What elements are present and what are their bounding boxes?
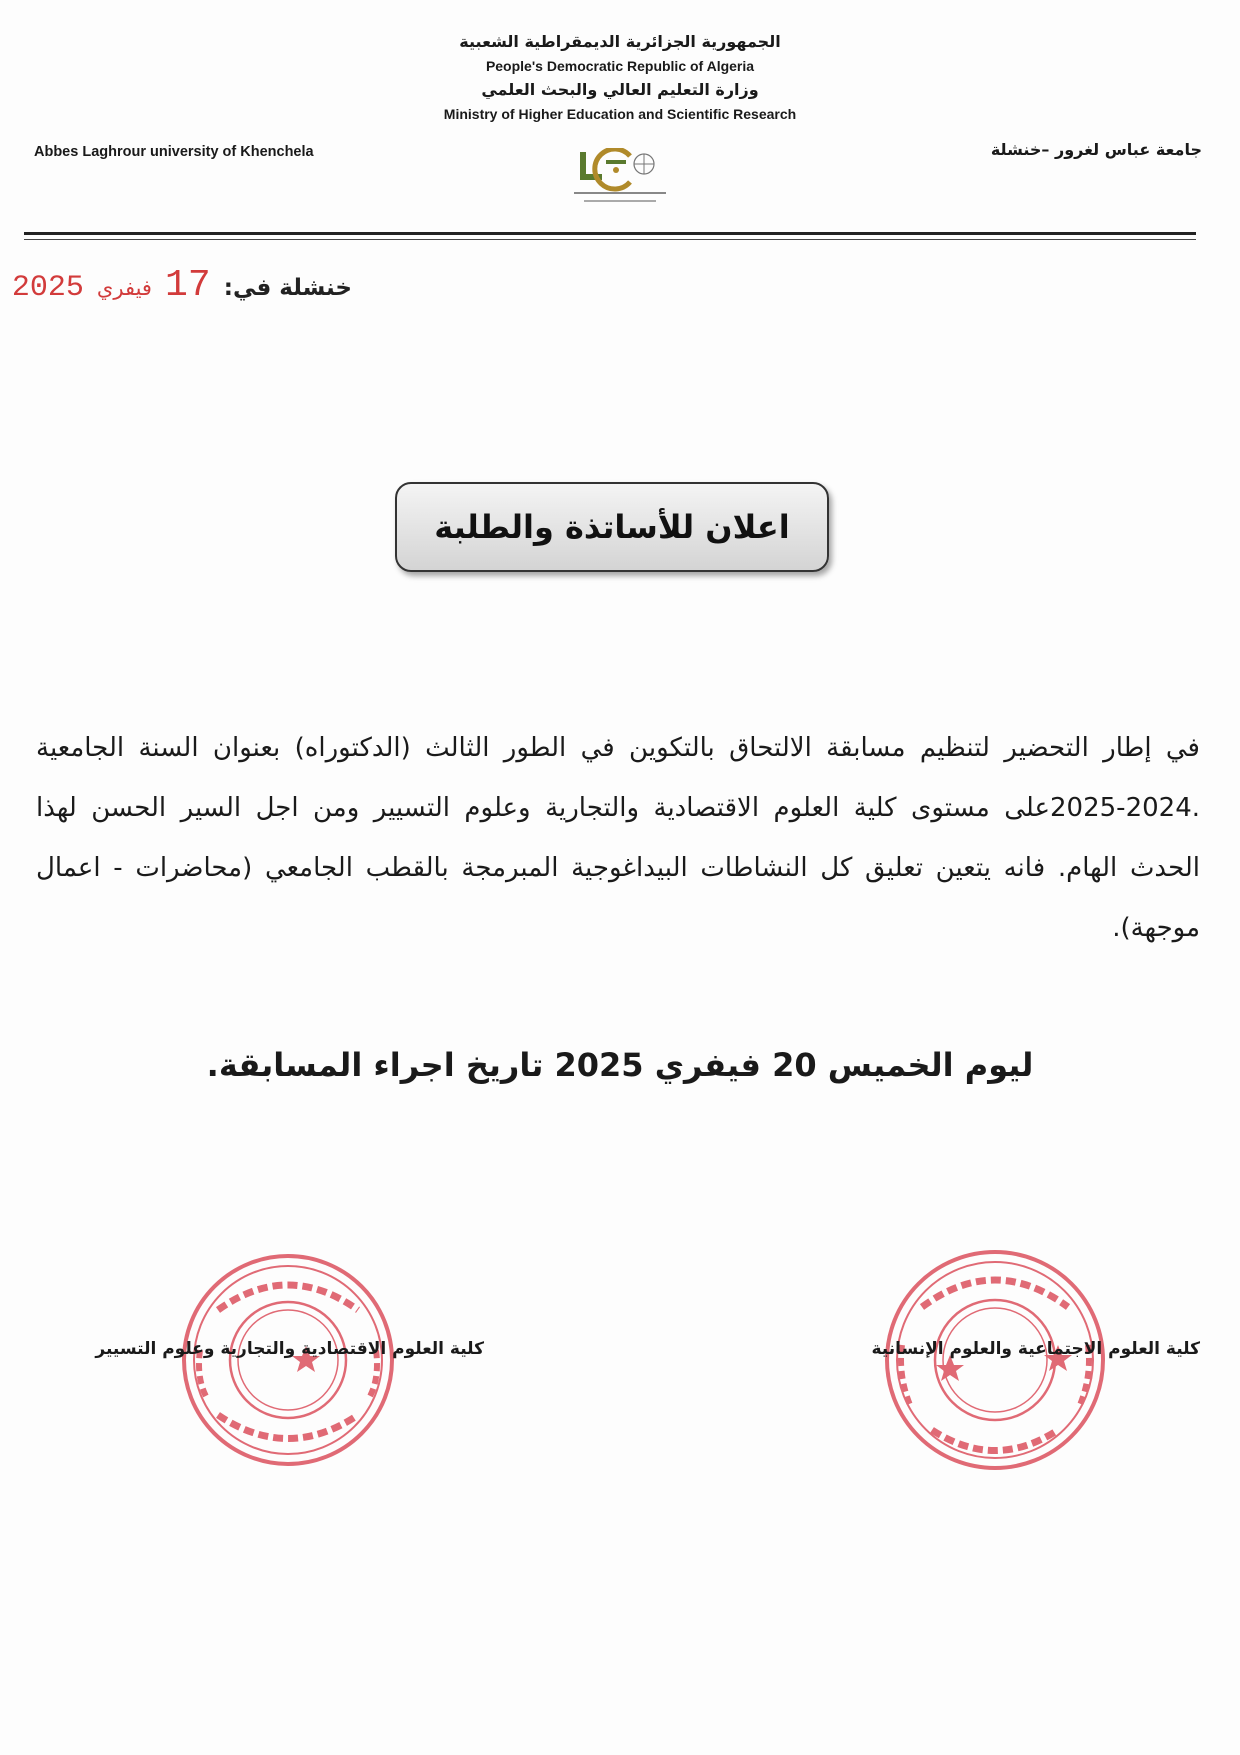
date-day: 17	[165, 264, 211, 307]
letterhead	[350, 30, 890, 126]
signature-faculty-social-sciences: كلية العلوم الاجتماعية والعلوم الإنسانية	[871, 1339, 1200, 1359]
faculty-stamp-right-icon	[880, 1245, 1110, 1475]
announcement-body: في إطار التحضير لتنظيم مسابقة الالتحاق بالتكوين في الطور الثالث (الدكتوراه) بعنوان السنة الجامعية .2024-2025على مستوى كلية العلوم الاقتصادية والتجارية وعلوم التسيير ومن اجل السير الحسن لهذا الحدث الهام. فانه يتعين تعليق كل النشاطات البيداغوجية المبرمجة بالقطب الجامعي (محاضرات - اعمال موجهة).	[36, 733, 1200, 943]
date-label: خنشلة في:	[223, 275, 352, 301]
ministry-arabic: وزارة التعليم العالي والبحث العلمي	[481, 80, 759, 99]
date-year: 2025	[11, 271, 84, 305]
university-name-english: Abbes Laghrour university of Khenchela	[34, 144, 314, 160]
university-logo-icon	[570, 148, 670, 210]
announcement-title: اعلان للأساتذة والطلبة	[434, 508, 790, 546]
republic-arabic: الجمهورية الجزائرية الديمقراطية الشعبية	[459, 32, 781, 51]
header-divider-thin	[24, 239, 1196, 240]
competition-date-notice: ليوم الخميس 20 فيفري 2025 تاريخ اجراء المسابقة.	[206, 1046, 1034, 1084]
signature-faculty-economics: كلية العلوم الاقتصادية والتجارية وعلوم التسيير	[95, 1339, 484, 1359]
university-name-arabic: جامعة عباس لغرور –خنشلة	[990, 140, 1202, 159]
faculty-stamp-left-icon	[178, 1250, 398, 1470]
date-line	[12, 264, 352, 307]
header-divider	[24, 232, 1196, 235]
announcement-title-box	[395, 482, 829, 572]
ministry-english: Ministry of Higher Education and Scientific Research	[443, 106, 797, 122]
date-month: فيفري	[96, 276, 152, 300]
republic-english: People's Democratic Republic of Algeria	[485, 58, 755, 74]
